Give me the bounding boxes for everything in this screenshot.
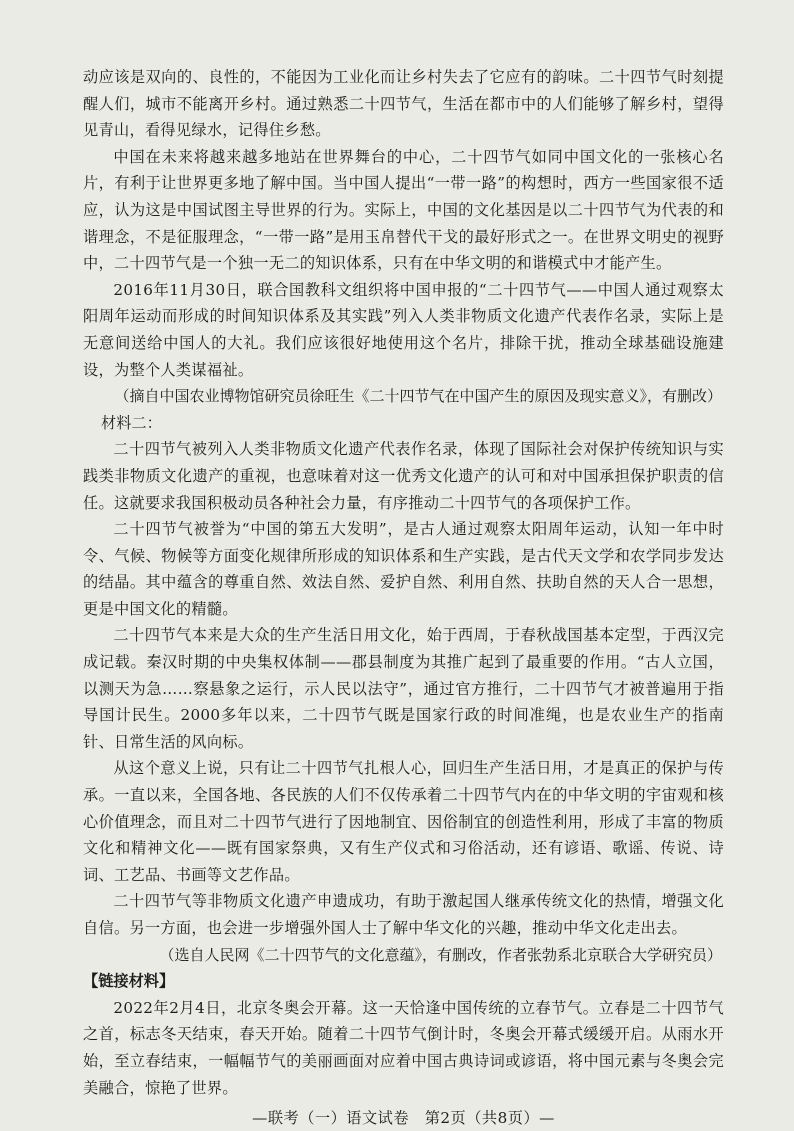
page-footer: —联考（一）语文试卷 第2页（共8页）— xyxy=(252,1109,555,1128)
paragraph-2: 中国在未来将越来越多地站在世界舞台的中心，二十四节气如同中国文化的一张核心名片，有利于让世界更多地了解中国。当中国人提出“一带一路”的构想时，西方一些国家很不适应，认为这是中国试图主导世界的行为。实际上，中国的文化基因是以二十四节气为代表的和谐理念，不是征服理念，“一带一路”是用玉帛替代干戈的最好形式之一。在世界文明史的视野中，二十四节气是一个独一无二的知识体系，只有在中华文明的和谐模式中才能产生。 xyxy=(83,147,724,273)
paragraph-3: 2016年11月30日，联合国教科文组织将中国申报的“二十四节气——中国人通过观察太阳周年运动而形成的时间知识体系及其实践”列入人类非物质文化遗产代表作名录，实际上是无意间送给中国人的大礼。我们应该很好地使用这个名片，排除干扰，推动全球基础设施建设，为整个人类谋福祉。 xyxy=(83,280,724,379)
material-2-paragraph-3: 二十四节气本来是大众的生产生活日用文化，始于西周，于春秋战国基本定型，于西汉完成记载。秦汉时期的中央集权体制——郡县制度为其推广起到了最重要的作用。“古人立国，以测天为急……察悬象之运行，示人民以法守”，通过官方推行，二十四节气才被普遍用于指导国计民生。2000多年以来，二十四节气既是国家行政的时间准绳，也是农业生产的指南针、日常生活的风向标。 xyxy=(83,626,724,751)
link-material-heading: 【链接材料】 xyxy=(83,972,175,991)
source-citation-2: （选自人民网《二十四节气的文化意蕴》，有删改，作者张勃系北京联合大学研究员） xyxy=(159,945,722,964)
source-citation-1: （摘自中国农业博物馆研究员徐旺生《二十四节气在中国产生的原因及现实意义》，有删改） xyxy=(114,387,722,406)
material-2-paragraph-1: 二十四节气被列入人类非物质文化遗产代表作名录，体现了国际社会对保护传统知识与实践类非物质文化遗产的重视，也意味着对这一优秀文化遗产的认可和对中国承担保护职责的信任。这就要求我国积极动员各种社会力量，有序推动二十四节气的各项保护工作。 xyxy=(83,440,724,512)
link-material-paragraph: 2022年2月4日，北京冬奥会开幕。这一天恰逢中国传统的立春节气。立春是二十四节气之首，标志冬天结束，春天开始。随着二十四节气倒计时，冬奥会开幕式缓缓开启。从雨水开始，至立春结束，一幅幅节气的美丽画面对应着中国古典诗词或谚语，将中国元素与冬奥会完美融合，惊艳了世界。 xyxy=(83,998,724,1097)
material-2-paragraph-2: 二十四节气被誉为“中国的第五大发明”，是古人通过观察太阳周年运动，认知一年中时令、气候、物候等方面变化规律所形成的知识体系和生产实践，是古代天文学和农学同步发达的结晶。其中蕴含的尊重自然、效法自然、爱护自然、利用自然、扶助自然的天人合一思想，更是中国文化的精髓。 xyxy=(83,520,724,618)
material-2-heading: 材料二： xyxy=(101,413,162,432)
material-2-paragraph-5: 二十四节气等非物质文化遗产申遗成功，有助于激起国人继承传统文化的热情，增强文化自信。另一方面，也会进一步增强外国人士了解中华文化的兴趣，推动中华文化走出去。 xyxy=(83,892,724,937)
material-2-paragraph-4: 从这个意义上说，只有让二十四节气扎根人心，回归生产生活日用，才是真正的保护与传承。一直以来，全国各地、各民族的人们不仅传承着二十四节气内在的中华文明的宇宙观和核心价值理念，而且对二十四节气进行了因地制宜、因俗制宜的创造性利用，形成了丰富的物质文化和精神文化——既有国家祭典，又有生产仪式和习俗活动，还有谚语、歌谣、传说、诗词、工艺品、书画等文艺作品。 xyxy=(83,759,724,884)
paragraph-1: 动应该是双向的、良性的，不能因为工业化而让乡村失去了它应有的韵味。二十四节气时刻提醒人们，城市不能离开乡村。通过熟悉二十四节气，生活在都市中的人们能够了解乡村，望得见青山，看得见绿水，记得住乡愁。 xyxy=(83,68,724,140)
